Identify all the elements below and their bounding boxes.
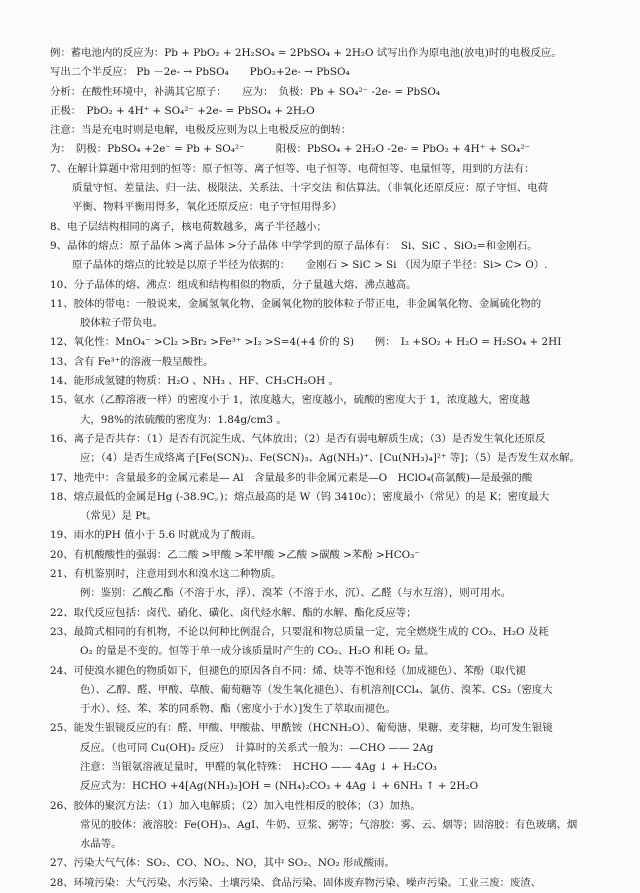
text-line: 17、地壳中：含量最多的金属元素是— Al 含量最多的非金属元素是—O HClO₄(高氯酸)—是最强的酸 [50, 471, 533, 484]
text-line: 7、在解计算题中常用到的恒等：原子恒等、离子恒等、电子恒等、电荷恒等、电量恒等，用到的方法有： [50, 162, 535, 175]
text-line: 27、污染大气气体：SO₂、CO、NO₂、NO，其中 SO₂、NO₂ 形成酸雨。 [50, 857, 395, 870]
text-line: 于水）、烃、苯、苯的同系物、酯（密度小于水）]发生了萃取而褪色。 [80, 703, 396, 716]
text-line: （常见）是 Pt。 [80, 510, 157, 523]
text-line: 分析：在酸性环境中，补满其它原子： 应为： 负极：Pb + SO₄²⁻ -2e- = PbSO₄ [50, 85, 441, 98]
text-line: 反应。（也可同 Cu(OH)₂ 反应） 计算时的关系式一般为：—CHO —— 2Ag [80, 741, 434, 754]
text-line: 8、电子层结构相同的离子，核电荷数越多，离子半径越小； [50, 220, 327, 233]
text-line: 15、氨水（乙醇溶液一样）的密度小于 1，浓度越大，密度越小，硫酸的密度大于 1，浓度越大，密度越 [50, 394, 530, 407]
text-line: 应；（4）是否生成络离子[Fe(SCN)₂、Fe(SCN)₃、Ag(NH₃)⁺、[Cu(NH₃)₄]²⁺ 等]；（5）是否发生双水解。 [80, 452, 580, 465]
text-line: O₂ 的量是不变的。恒等于单一成分该质量时产生的 CO₂、H₂O 和耗 O₂ 量。 [80, 645, 435, 658]
text-line: 色）、乙醇、醛、甲酸、草酸、葡萄糖等（发生氧化褪色）、有机溶剂[CCl₄、氯仿、溴苯、CS₂（密度大 [80, 683, 553, 696]
text-line: 24、可使溴水褪色的物质如下，但褪色的原因各自不同：烯、炔等不饱和烃（加成褪色）、苯酚（取代褪 [50, 664, 526, 677]
text-line: 常见的胶体：液溶胶：Fe(OH)₃、AgI、牛奶、豆浆、粥等；气溶胶：雾、云、烟等；固溶胶：有色玻璃、烟 [80, 818, 578, 831]
text-line: 例：鉴别：乙酸乙酯（不溶于水，浮）、溴苯（不溶于水，沉）、乙醛（与水互溶），则可用水。 [80, 587, 512, 600]
text-line: 28、环境污染：大气污染、水污染、土壤污染、食品污染、固体废弃物污染、噪声污染。工业三废：废渣、 [50, 876, 542, 889]
text-line: 20、有机酸酸性的强弱：乙二酸 >甲酸 >苯甲酸 >乙酸 >碳酸 >苯酚 >HCO₃⁻ [50, 548, 420, 561]
text-line: 为： 阴极：PbSO₄ +2e⁻ = Pb + SO₄²⁻ 阳极：PbSO₄ + 2H₂O -2e- = PbO₂ + 4H⁺ + SO₄²⁻ [50, 143, 530, 156]
text-line: 注意：当银氨溶液足量时，甲醛的氧化特殊： HCHO —— 4Ag ↓ + H₂CO₃ [80, 760, 437, 773]
text-line: 正极： PbO₂ + 4H⁺ + SO₄²⁻ +2e- = PbSO₄ + 2H₂O [50, 104, 315, 117]
text-line: 14、能形成氢键的物质：H₂O 、NH₃ 、HF、CH₃CH₂OH 。 [50, 375, 339, 388]
text-line: 10、分子晶体的熔、沸点：组成和结构相似的物质，分子量越大熔、沸点越高。 [50, 278, 417, 291]
text-line: 11、胶体的带电：一般说来，金属氢氧化物、金属氧化物的胶体粒子带正电，非金属氧化物、金属硫化物的 [50, 297, 542, 310]
text-line: 13、含有 Fe³⁺的溶液一般呈酸性。 [50, 355, 214, 368]
text-line: 16、离子是否共存：（1）是否有沉淀生成、气体放出；（2）是否有弱电解质生成；（3）是否发生氧化还原反 [50, 432, 546, 445]
text-line: 22、取代反应包括：卤代、硝化、磺化、卤代烃水解、酯的水解、酯化反应等； [50, 606, 417, 619]
text-line: 胶体粒子带负电。 [80, 317, 164, 330]
text-line: 23、最简式相同的有机物，不论以何种比例混合，只要混和物总质量一定，完全燃烧生成的 CO₂、H₂O 及耗 [50, 625, 549, 638]
text-line: 注意：当是充电时则是电解，电极反应则为以上电极反应的倒转： [50, 124, 352, 137]
text-line: 平衡、物料平衡用得多，氧化还原反应：电子守恒用得多） [72, 201, 343, 214]
text-line: 25、能发生银镜反应的有：醛、甲酸、甲酸盐、甲酰铵（HCNH₂O）、葡萄溏、果糖、麦芽糖，均可发生银镜 [50, 722, 553, 735]
text-line: 质量守恒、差量法、归一法、极限法、关系法、十字交法 和估算法。（非氧化还原反应：原子守恒、电荷 [72, 182, 549, 195]
text-line: 19、雨水的PH 值小于 5.6 时就成为了酸雨。 [50, 529, 262, 542]
text-line: 12、氧化性：MnO₄⁻ >Cl₂ >Br₂ >Fe³⁺ >I₂ >S=4(+4 价的 S) 例： I₂ +SO₂ + H₂O = H₂SO₄ + 2HI [50, 336, 562, 349]
text-line: 21、有机鉴别时，注意用到水和溴水这二种物质。 [50, 568, 282, 581]
text-line: 反应式为：HCHO +4[Ag(NH₃)₂]OH = (NH₄)₂CO₃ + 4Ag ↓ + 6NH₃ ↑ + 2H₂O [80, 780, 479, 793]
text-line: 26、胶体的聚沉方法：（1）加入电解质；（2）加入电性相反的胶体；（3）加热。 [50, 799, 421, 812]
text-line: 18、熔点最低的金属是Hg (-38.9C。)；熔点最高的是 W（钨 3410c）；密度最小（常见）的是 K；密度最大 [50, 490, 550, 503]
text-line: 水晶等。 [80, 838, 122, 851]
text-line: 原子晶体的熔点的比较是以原子半径为依据的： 金刚石 > SiC > Si （因为原子半径：Si> C> O）. [72, 259, 548, 272]
text-line: 大，98%的浓硫酸的密度为：1.84g/cm3 。 [80, 413, 287, 426]
text-line: 例：蓄电池内的反应为：Pb + PbO₂ + 2H₂SO₄ = 2PbSO₄ + 2H₂O 试写出作为原电池(放电)时的电极反应。 [50, 47, 562, 59]
text-line: 9、晶体的熔点：原子晶体 >离子晶体 >分子晶体 中学学到的原子晶体有： Si、SiC 、SiO₂=和金刚石。 [50, 239, 538, 252]
text-line: 写出二个半反应： Pb －2e- → PbSO₄ PbO₂+2e- → PbSO₄ [50, 66, 350, 79]
